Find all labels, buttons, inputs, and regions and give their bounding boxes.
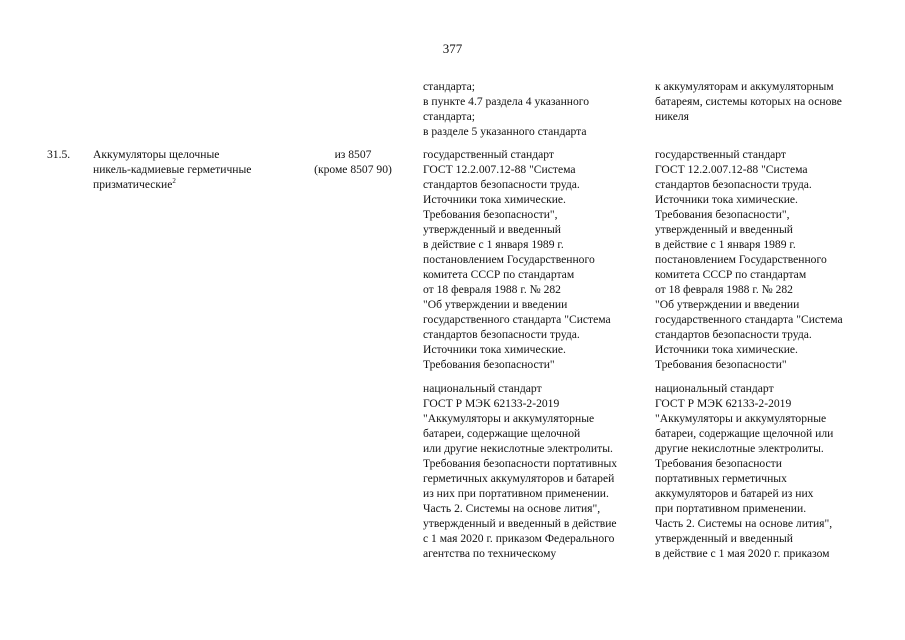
standard-col3-second: национальный стандарт ГОСТ Р МЭК 62133-2-2019 "Аккумуляторы и аккумуляторные батареи, содержащие щелочной или другие некислотные электролиты. Требования безопасности портативных герметичных аккумуляторов и батарей из них при портативном применении. Часть 2. Системы на основе лития", утвержденный и введенный в действие с 1 мая 2020 г. приказом Федерального агентства по техническому <box>423 382 618 560</box>
continuation-col3-text: стандарта; в пункте 4.7 раздела 4 указанного стандарта; в разделе 5 указанного стандарта <box>423 80 590 138</box>
standard-col4-second: национальный стандарт ГОСТ Р МЭК 62133-2-2019 "Аккумуляторы и аккумуляторные батареи, содержащие щелочной или другие некислотные электролиты. Требования безопасности портативных герметичных аккумуляторов и батарей из них при портативном применении. Часть 2. Системы на основе лития", утвержденный и введенный в действие с 1 мая 2020 г. приказом <box>655 382 834 560</box>
page-number: 377 <box>442 41 463 56</box>
footnote-mark: 2 <box>172 177 176 186</box>
standard-col3-first: государственный стандарт ГОСТ 12.2.007.12-88 "Система стандартов безопасности труда. Источники тока химические. Требования безопасности", утвержденный и введенный в действие с 1 января 1989 г. постановлением Государственного комитета СССР по стандартам от 18 февраля 1988 г. № 282 "Об утверждении и введении государственного стандарта "Система стандартов безопасности труда. Источники тока химические. Требования безопасности" <box>423 148 611 371</box>
tn-ved-code: из 8507 (кроме 8507 90) <box>314 148 392 176</box>
row-number: 31.5. <box>47 148 71 161</box>
product-name <box>93 147 251 192</box>
continuation-col4-text: к аккумуляторам и аккумуляторным батареям, системы которых на основе никеля <box>655 80 842 123</box>
product-name-text: Аккумуляторы щелочные никель-кадмиевые герметичные призматические <box>93 148 252 191</box>
standard-col4-first: государственный стандарт ГОСТ 12.2.007.12-88 "Система стандартов безопасности труда. Источники тока химические. Требования безопасности", утвержденный и введенный в действие с 1 января 1989 г. постановлением Государственного комитета СССР по стандартам от 18 февраля 1988 г. № 282 "Об утверждении и введении государственного стандарта "Система стандартов безопасности труда. Источники тока химические. Требования безопасности" <box>655 148 843 371</box>
